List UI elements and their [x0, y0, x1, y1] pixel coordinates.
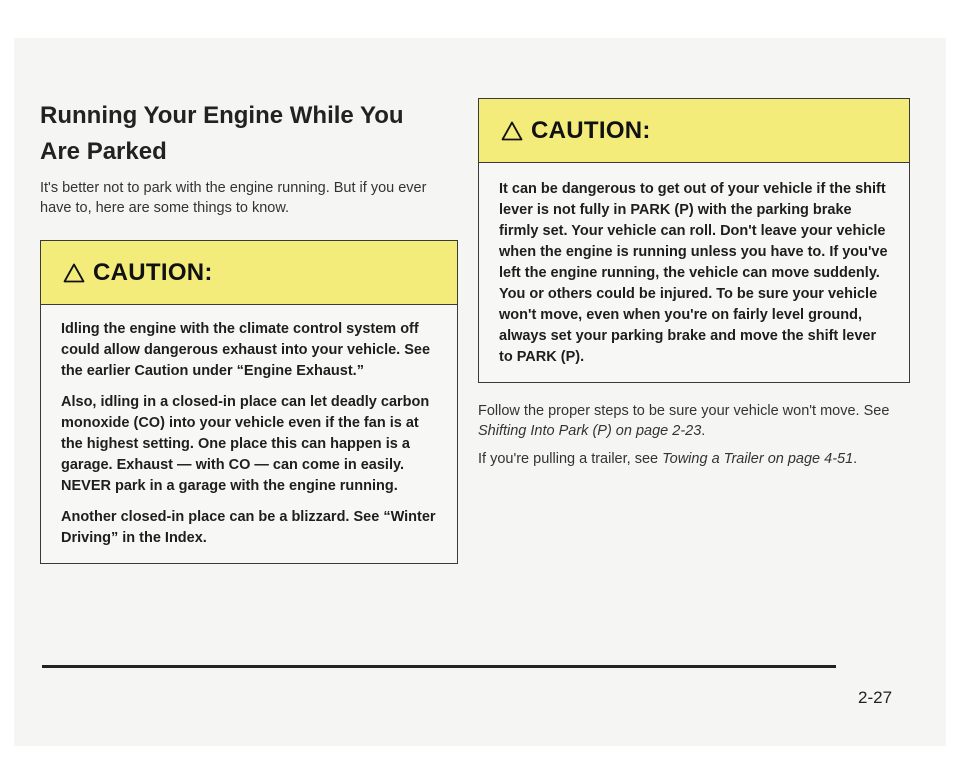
section-title — [40, 98, 460, 170]
follow-text-2: If you're pulling a trailer, see — [478, 451, 663, 467]
caution-header-right — [479, 99, 909, 163]
footer-rule — [42, 665, 836, 668]
follow-text-block — [478, 401, 898, 469]
caution-body-right — [479, 163, 909, 382]
page-number: 2-27 — [858, 688, 893, 707]
intro-text: It's better not to park with the engine running. But if you ever have to, here are some things to know. — [40, 180, 427, 216]
caution-left-paragraph-3: Another closed-in place can be a blizzard. See “Winter Driving” in the Index. — [61, 509, 436, 546]
caution-label-right: CAUTION: — [531, 116, 651, 144]
left-column — [40, 98, 460, 564]
follow-paragraph-2 — [478, 449, 898, 469]
warning-triangle-icon — [63, 263, 85, 283]
caution-box-left — [40, 240, 458, 564]
caution-body-left — [41, 305, 457, 563]
towing-trailer-link[interactable]: Towing a Trailer on page 4-51 — [662, 451, 854, 467]
caution-header-left — [41, 241, 457, 305]
caution-left-paragraph-1: Idling the engine with the climate control system off could allow dangerous exhaust into your vehicle. See the earlier Caution under “Engine Exhaust.” — [61, 321, 431, 379]
follow-text-2-end: . — [853, 451, 858, 467]
caution-right-paragraph-1: It can be dangerous to get out of your vehicle if the shift lever is not fully in PARK (P) with the parking brake firmly set. Your vehicle can roll. Don't leave your vehicle when the engine is running unless you have to. If you've left the engine running, the vehicle can move suddenly. You or others could be injured. To be sure your vehicle won't move, even when you're on fairly level ground, always set your parking brake and move the shift lever to PARK (P). — [499, 181, 888, 365]
section-title-line1: Running Your Engine While You — [40, 102, 404, 129]
follow-text-1: Follow the proper steps to be sure your vehicle won't move. See — [478, 403, 890, 419]
caution-label-left: CAUTION: — [93, 258, 213, 286]
shifting-into-park-link[interactable]: Shifting Into Park (P) on page 2-23 — [478, 423, 702, 439]
section-title-line2: Are Parked — [40, 138, 167, 165]
follow-paragraph-1 — [478, 401, 898, 441]
follow-text-1-end: . — [701, 423, 706, 439]
caution-box-right — [478, 98, 910, 383]
warning-triangle-icon — [501, 121, 523, 141]
caution-left-paragraph-2: Also, idling in a closed-in place can let deadly carbon monoxide (CO) into your vehicle even if the fan is at the highest setting. One place this can happen is a garage. Exhaust — with CO — can come in easily. NEVER park in a garage with the engine running. — [61, 394, 430, 494]
right-column — [478, 98, 918, 477]
